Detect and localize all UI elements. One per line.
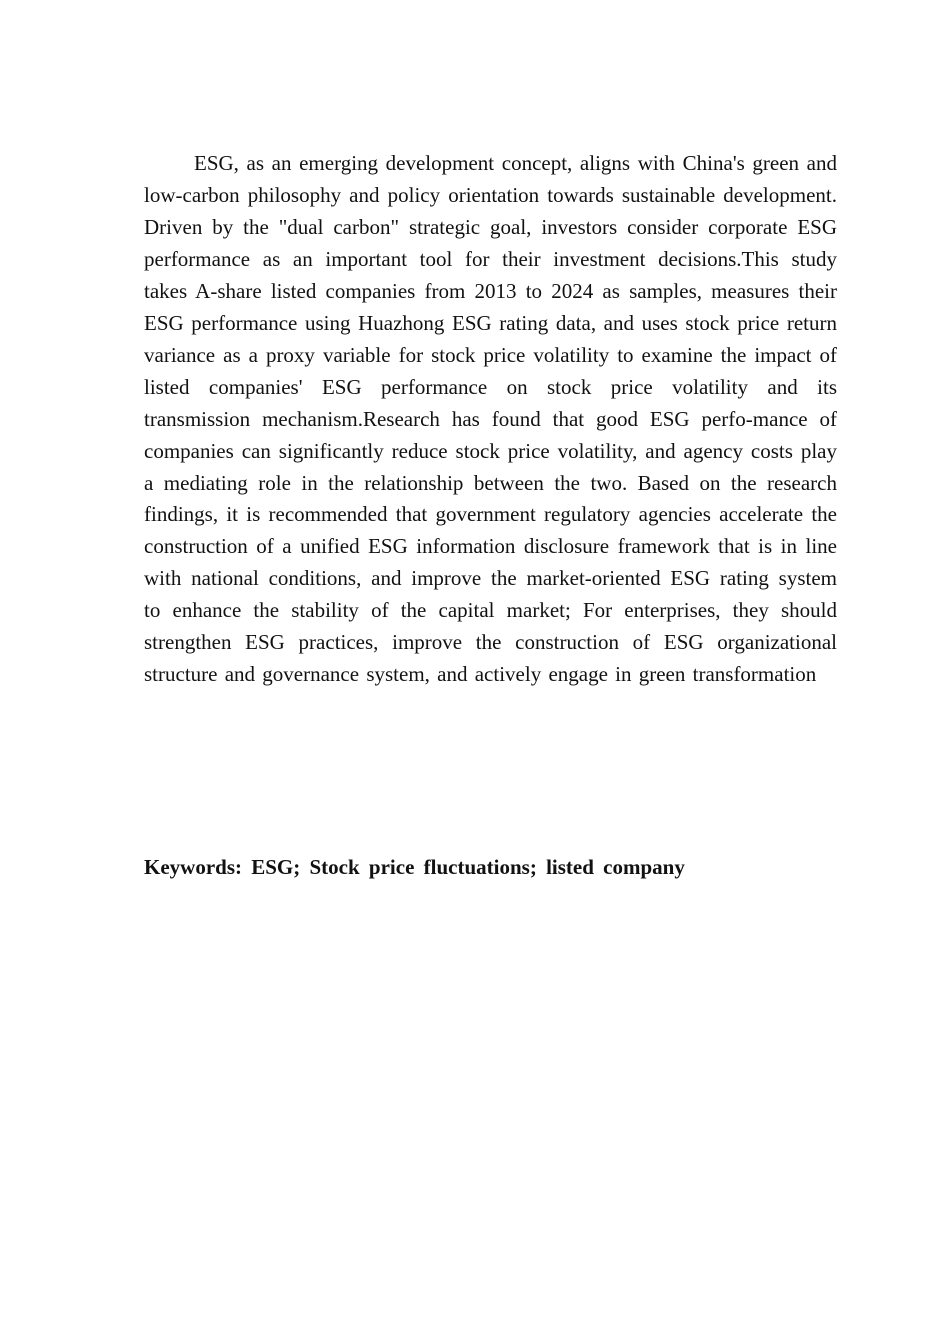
keywords-line: Keywords: ESG; Stock price fluctuations; listed company [144, 855, 685, 879]
abstract-paragraph: ESG, as an emerging development concept, aligns with China's green and low-carbon philosophy and policy orientation towards sustainable development. Driven by the "dual carbon" strategic goal, investors consider corporate ESG performance as an important tool for their investment decisions.This study takes A-share listed companies from 2013 to 2024 as samples, measures their ESG performance using Huazhong ESG rating data, and uses stock price return variance as a proxy variable for stock price volatility to examine the impact of listed companies' ESG performance on stock price volatility and its transmission mechanism.Research has found that good ESG perfo-mance of companies can significantly reduce stock price volatility, and agency costs play a mediating role in the relationship between the two. Based on the research findings, it is recommended that government regulatory agencies accelerate the construction of a unified ESG information disclosure framework that is in line with national conditions, and improve the market-oriented ESG rating system to enhance the stability of the capital market; For enterprises, they should strengthen ESG practices, improve the construction of ESG organizational structure and governance system, and actively engage in green transformation [144, 151, 837, 687]
